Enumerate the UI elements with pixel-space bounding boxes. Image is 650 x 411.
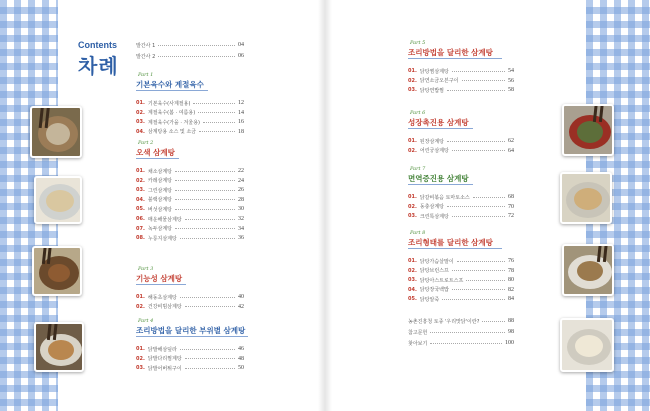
part-underline — [136, 90, 208, 91]
part-underline — [408, 58, 502, 59]
toc-entry-page: 04 — [238, 42, 244, 48]
toc-leader-dots — [203, 122, 235, 123]
toc-entry-page: 80 — [508, 277, 514, 284]
toc-entry-number: 04. — [408, 286, 417, 293]
toc-entry-label: 채소삼계탕 — [147, 168, 173, 175]
toc-entry-label: 닭탕장국백밥 — [419, 287, 449, 294]
toc-entry-number: 02. — [408, 147, 417, 154]
toc-entry-page: 56 — [508, 77, 514, 84]
book-spine-shadow — [318, 0, 332, 411]
toc-entry-page: 76 — [508, 258, 514, 264]
part-underline — [136, 284, 186, 285]
toc-entry-label: 기본육수(사계절용) — [147, 100, 191, 107]
toc-entry — [408, 275, 514, 285]
part-title: 오색 삼계탕 — [136, 148, 175, 157]
toc-entry-label: 카레삼계탕 — [147, 178, 173, 185]
toc-entry-number: 05. — [408, 296, 417, 303]
toc-entry-label: 농촌진흥청 토종 '우리맛닭'이란? — [408, 318, 480, 325]
toc-entry-page: 12 — [238, 100, 244, 106]
food-photo-3 — [32, 246, 82, 296]
toc-entry-number: 03. — [136, 119, 145, 126]
toc-leader-dots — [175, 190, 235, 191]
toc-entry-page: 54 — [508, 68, 514, 74]
part-title: 면역증진용 삼계탕 — [408, 174, 469, 183]
toc-entry-page: 30 — [238, 206, 244, 213]
toc-entry-page: 46 — [238, 346, 244, 352]
toc-entry — [408, 146, 514, 156]
toc-leader-dots — [452, 150, 505, 151]
toc-entry-number: 01. — [136, 346, 145, 352]
toc-entry-label: 발간사 2 — [136, 53, 156, 60]
toc-entry-number: 03. — [408, 277, 417, 284]
toc-entry-page: 26 — [238, 187, 244, 194]
part-tag: Part 7 — [410, 166, 426, 172]
toc-entry-number: 02. — [408, 77, 417, 84]
food-photo-2 — [34, 176, 82, 224]
toc-entry — [136, 108, 244, 118]
toc-leader-dots — [442, 299, 505, 300]
toc-entry-label: 계절육수(봄 · 여름용) — [147, 110, 196, 117]
food-photo-5 — [562, 104, 614, 156]
toc-entry-page: 14 — [238, 109, 244, 116]
toc-leader-dots — [185, 219, 235, 220]
toc-entry — [136, 127, 244, 137]
toc-entry-label: 닭탕아스트로트스프 — [419, 277, 464, 284]
toc-entry-number: 02. — [136, 355, 145, 362]
toc-entry-number: 03. — [136, 365, 145, 372]
toc-entry-number: 02. — [408, 267, 417, 274]
toc-entry — [408, 338, 514, 348]
toc-entry — [136, 117, 244, 127]
toc-entry-label: 닭탕알죽 — [419, 296, 440, 303]
toc-entry-number: 07. — [136, 225, 145, 232]
toc-entry-page: 34 — [238, 225, 244, 232]
toc-entry — [408, 202, 514, 212]
toc-entry-page: 16 — [238, 119, 244, 126]
toc-entry-label: 그린삼계탕 — [147, 187, 173, 194]
toc-entry-page: 70 — [508, 203, 514, 210]
toc-entry — [136, 292, 244, 302]
toc-entry — [136, 166, 244, 176]
toc-leader-dots — [180, 238, 235, 239]
toc-entry — [136, 176, 244, 186]
toc-entry-number: 02. — [136, 109, 145, 116]
part-underline — [408, 128, 473, 129]
part-tag: Part 2 — [138, 140, 154, 146]
part-underline — [408, 248, 502, 249]
toc-entry-label: 녹두삼계탕 — [147, 226, 173, 233]
toc-leader-dots — [175, 199, 235, 200]
toc-entry-page: 48 — [238, 355, 244, 362]
food-photo-4 — [34, 322, 84, 372]
toc-leader-dots — [175, 180, 235, 181]
toc-leader-dots — [175, 228, 235, 229]
toc-entry-page: 36 — [238, 235, 244, 242]
part-tag: Part 4 — [138, 318, 154, 324]
toc-leader-dots — [158, 56, 235, 57]
toc-entry-label: 닭탕연밥찜 — [419, 87, 445, 94]
toc-entry-number: 06. — [136, 216, 145, 222]
toc-entry — [408, 285, 514, 295]
toc-entry — [136, 185, 244, 195]
toc-leader-dots — [199, 131, 235, 132]
toc-entry-number: 01. — [136, 100, 145, 106]
toc-entry-number: 01. — [408, 138, 417, 144]
part-tag: Part 8 — [410, 230, 426, 236]
toc-entry — [408, 66, 514, 76]
toc-entry-number: 01. — [136, 168, 145, 174]
toc-entry — [408, 256, 514, 266]
toc-entry-page: 28 — [238, 196, 244, 203]
part-title: 기능성 삼계탕 — [136, 274, 183, 283]
toc-entry-number: 03. — [136, 187, 145, 194]
toc-entry-number: 01. — [408, 258, 417, 264]
toc-entry-label: 버섯삼계탕 — [147, 206, 173, 213]
toc-leader-dots — [185, 358, 235, 359]
toc-entry — [136, 344, 244, 354]
toc-entry — [408, 76, 514, 86]
toc-entry-label: 닭탕찜삼계탕 — [419, 68, 449, 75]
toc-entry-page: 22 — [238, 168, 244, 174]
toc-entry-number: 05. — [136, 206, 145, 213]
toc-leader-dots — [462, 80, 505, 81]
toc-entry-page: 24 — [238, 177, 244, 184]
toc-entry-label: 어린궁삼계탕 — [419, 148, 449, 155]
food-photo-7 — [562, 244, 614, 296]
toc-entry-label: 닭탕가슴살말이 — [419, 258, 454, 265]
toc-entry-number: 01. — [136, 294, 145, 300]
toc-entry — [136, 40, 244, 50]
part-tag: Part 1 — [138, 72, 154, 78]
toc-entry-label: 블랙삼계탕 — [147, 197, 173, 204]
toc-leader-dots — [180, 349, 235, 350]
toc-leader-dots — [473, 197, 505, 198]
toc-entry-number: 02. — [136, 303, 145, 310]
toc-entry — [136, 224, 244, 234]
contents-heading-ko: 차례 — [78, 54, 119, 78]
toc-entry-number: 08. — [136, 235, 145, 242]
toc-leader-dots — [482, 321, 505, 322]
toc-leader-dots — [430, 332, 505, 333]
toc-entry-page: 98 — [508, 329, 514, 335]
toc-leader-dots — [185, 306, 235, 307]
toc-entry — [136, 354, 244, 364]
part-underline — [408, 184, 473, 185]
toc-entry-page: 06 — [238, 53, 244, 59]
toc-entry-label: 닭탕브런스프 — [419, 268, 449, 275]
toc-leader-dots — [430, 343, 502, 344]
toc-entry-label: 건강비빔삼계탕 — [147, 304, 182, 311]
toc-entry — [136, 195, 244, 205]
toc-entry-label: 누룽지삼계탕 — [147, 235, 177, 242]
part-title: 조리방법을 달리한 부위별 삼계탕 — [136, 326, 246, 335]
toc-entry-page: 72 — [508, 213, 514, 220]
toc-entry-label: 크린톡삼계탕 — [419, 213, 449, 220]
toc-entry-label: 닭연소금오븐구이 — [419, 78, 459, 85]
toc-entry-page: 42 — [238, 303, 244, 310]
toc-entry — [136, 98, 244, 108]
toc-entry — [408, 294, 514, 304]
toc-entry-label: 닭발다리찜계탕 — [147, 356, 182, 363]
toc-entry-label: 닭발해삼덮라 — [147, 346, 177, 353]
toc-leader-dots — [198, 112, 235, 113]
food-photo-8 — [560, 318, 614, 372]
toc-entry-page: 64 — [508, 147, 514, 154]
toc-leader-dots — [457, 261, 505, 262]
toc-entry — [136, 302, 244, 312]
toc-entry-number: 01. — [408, 194, 417, 200]
part-title: 기본육수와 계절육수 — [136, 80, 204, 89]
part-tag: Part 3 — [138, 266, 154, 272]
toc-leader-dots — [452, 216, 505, 217]
toc-entry-page: 78 — [508, 267, 514, 274]
part-title: 성장촉진용 삼계탕 — [408, 118, 469, 127]
toc-entry-label: 매운해물삼계탕 — [147, 216, 182, 223]
toc-entry — [136, 204, 244, 214]
toc-entry — [408, 266, 514, 276]
toc-entry-label: 찾아보기 — [408, 340, 428, 347]
toc-entry-label: 발간사 1 — [136, 42, 156, 49]
toc-entry-page: 18 — [238, 128, 244, 135]
toc-entry-label: 삼계탕용 소스 및 소금 — [147, 129, 197, 136]
toc-leader-dots — [452, 71, 505, 72]
toc-entry-label: 참고문헌 — [408, 329, 428, 336]
toc-leader-dots — [158, 45, 235, 46]
toc-leader-dots — [175, 171, 235, 172]
contents-heading-en: Contents — [78, 40, 117, 50]
toc-entry-label: 해동초삼계탕 — [147, 294, 177, 301]
toc-entry-label: 된장삼계탕 — [419, 138, 445, 145]
toc-entry — [136, 214, 244, 224]
toc-leader-dots — [185, 368, 235, 369]
toc-leader-dots — [466, 280, 505, 281]
toc-leader-dots — [447, 206, 505, 207]
part-underline — [136, 336, 248, 337]
toc-entry — [408, 136, 514, 146]
toc-entry-number: 03. — [408, 87, 417, 94]
toc-entry-label: 동충삼계탕 — [419, 204, 445, 211]
toc-entry-label: 닭갈비볶음 토마토소스 — [419, 194, 470, 201]
toc-entry — [136, 233, 244, 243]
toc-entry-label: 계절육수(가을 · 겨울용) — [147, 119, 200, 126]
toc-entry — [408, 211, 514, 221]
toc-entry — [136, 363, 244, 373]
toc-entry — [408, 327, 514, 337]
toc-leader-dots — [452, 289, 505, 290]
toc-entry — [408, 316, 514, 326]
part-underline — [136, 158, 179, 159]
toc-entry-number: 02. — [408, 203, 417, 210]
food-photo-6 — [560, 172, 612, 224]
toc-leader-dots — [175, 209, 235, 210]
food-photo-1 — [30, 106, 82, 158]
toc-entry-page: 40 — [238, 294, 244, 300]
part-title: 조리형태를 달리한 삼계탕 — [408, 238, 493, 247]
toc-leader-dots — [180, 297, 235, 298]
toc-entry-page: 100 — [505, 340, 514, 346]
toc-entry-page: 88 — [508, 318, 514, 324]
toc-leader-dots — [447, 90, 505, 91]
part-tag: Part 6 — [410, 110, 426, 116]
toc-entry-page: 68 — [508, 194, 514, 200]
toc-entry — [408, 85, 514, 95]
toc-entry-page: 82 — [508, 286, 514, 293]
toc-entry-number: 04. — [136, 128, 145, 135]
toc-entry-page: 62 — [508, 138, 514, 144]
toc-entry — [136, 51, 244, 61]
toc-entry — [408, 192, 514, 202]
toc-leader-dots — [447, 141, 505, 142]
toc-entry-number: 03. — [408, 213, 417, 220]
toc-leader-dots — [193, 103, 235, 104]
toc-entry-page: 32 — [238, 216, 244, 222]
toc-entry-label: 닭발어버튀구이 — [147, 365, 182, 372]
toc-entry-page: 50 — [238, 365, 244, 372]
toc-leader-dots — [452, 270, 505, 271]
part-tag: Part 5 — [410, 40, 426, 46]
toc-entry-number: 04. — [136, 196, 145, 203]
toc-entry-page: 84 — [508, 296, 514, 303]
part-title: 조리방법을 달리한 삼계탕 — [408, 48, 493, 57]
toc-entry-page: 58 — [508, 87, 514, 94]
toc-entry-number: 01. — [408, 68, 417, 74]
toc-entry-number: 02. — [136, 177, 145, 184]
